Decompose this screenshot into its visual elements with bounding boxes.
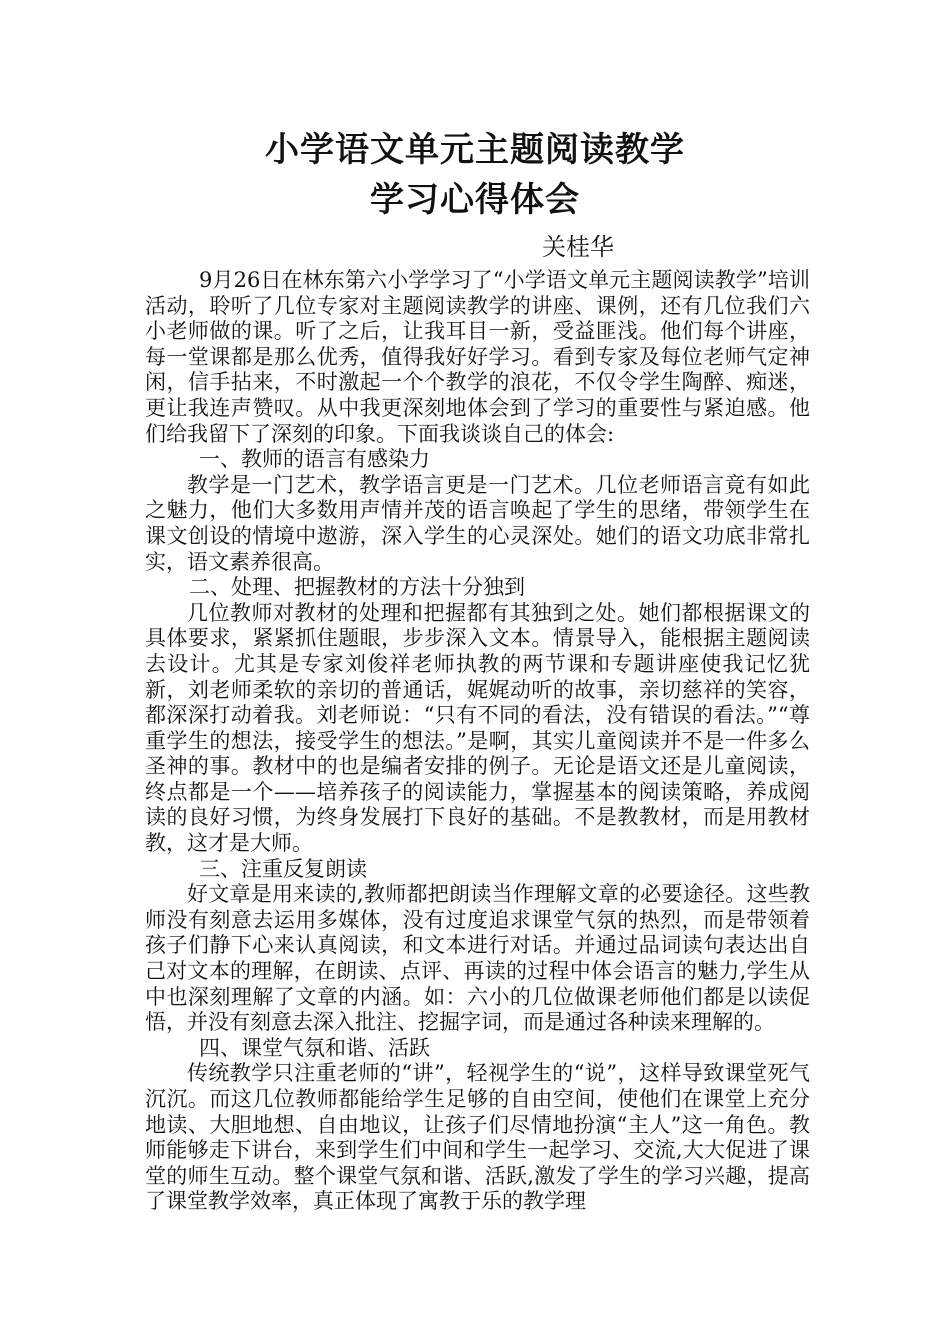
section-paragraph-1: 教学是一门艺术，教学语言更是一门艺术。几位老师语言竟有如此之魅力，他们大多数用声情并茂的语言唤起了学生的思绪，带领学生在课文创设的情境中遨游，深入学生的心灵深处。她们的语文功底非常扎实，语文素养很高。: [145, 472, 810, 574]
section-heading-3: 三、注重反复朗读: [199, 856, 367, 881]
section-paragraph-2: 几位教师对教材的处理和把握都有其独到之处。她们都根据课文的具体要求，紧紧抓住题眼，步步深入文本。情景导入，能根据主题阅读去设计。尤其是专家刘俊祥老师执教的两节课和专题讲座使我记忆犹新，刘老师柔软的亲切的普通话，娓娓动听的故事，亲切慈祥的笑容，都深深打动着我。刘老师说：“只有不同的看法，没有错误的看法。”“尊重学生的想法，接受学生的想法。”是啊，其实儿童阅读并不是一件多么圣神的事。教材中的也是编者安排的例子。无论是语文还是儿童阅读，终点都是一个——培养孩子的阅读能力，掌握基本的阅读策略，养成阅读的良好习惯，为终身发展打下良好的基础。不是教教材，而是用教材教，这才是大师。: [145, 600, 810, 856]
section-heading-1: 一、教师的语言有感染力: [199, 447, 430, 472]
section-heading-4: 四、课堂气氛和谐、活跃: [199, 1035, 430, 1060]
section-paragraph-4: 传统教学只注重老师的“讲”，轻视学生的“说”，这样导致课堂死气沉沉。而这几位教师都能给学生足够的自由空间，使他们在课堂上充分地读、大胆地想、自由地议，让孩子们尽情地扮演“主人”这一角色。教师能够走下讲台，来到学生们中间和学生一起学习、交流,大大促进了课堂的师生互动。整个课堂气氛和谐、活跃,激发了学生的学习兴趣，提高了课堂教学效率，真正体现了寓教于乐的教学理: [145, 1061, 810, 1214]
intro-paragraph: 9月26日在林东第六小学学习了“小学语文单元主题阅读教学”培训活动，聆听了几位专家对主题阅读教学的讲座、课例，还有几位我们六小老师做的课。听了之后，让我耳目一新，受益匪浅。他们每个讲座，每一堂课都是那么优秀，值得我好好学习。看到专家及每位老师气定神闲，信手拈来，不时激起一个个教学的浪花，不仅令学生陶醉、痴迷，更让我连声赞叹。从中我更深刻地体会到了学习的重要性与紧迫感。他们给我留下了深刻的印象。下面我谈谈自己的体会:: [145, 268, 810, 446]
page-subtitle: 学习心得体会: [370, 180, 580, 220]
page-title: 小学语文单元主题阅读教学: [265, 130, 685, 170]
article-body: [145, 268, 810, 1215]
section-paragraph-3: 好文章是用来读的,教师都把朗读当作理解文章的必要途径。这些教师没有刻意去运用多媒体，没有过度追求课堂气氛的热烈，而是带领着孩子们静下心来认真阅读，和文本进行对话。并通过品词读句表达出自己对文本的理解，在朗读、点评、再读的过程中体会语言的魅力,学生从中也深刻理解了文章的内涵。如：六小的几位做课老师他们都是以读促悟，并没有刻意去深入批注、挖掘字词，而是通过各种读来理解的。: [145, 882, 810, 1035]
author-name: 关桂华: [542, 233, 614, 261]
section-heading-2: 二、处理、把握教材的方法十分独到: [189, 575, 525, 600]
